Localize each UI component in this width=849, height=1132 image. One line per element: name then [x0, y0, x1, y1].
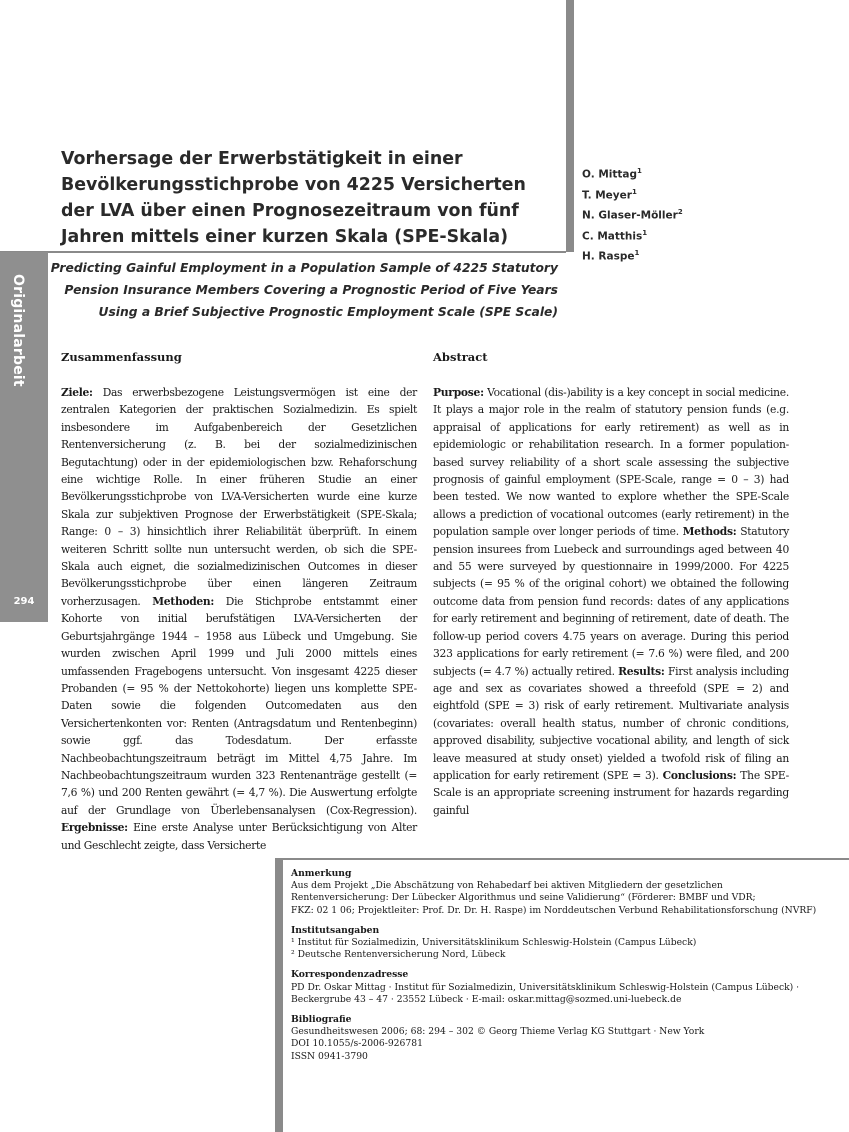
section-sidebar — [0, 252, 48, 622]
bibliografie-section — [291, 1014, 841, 1063]
note-line: ¹ Institut für Sozialmedizin, Universitätsklinikum Schleswig-Holstein (Campus Lübeck) — [291, 937, 697, 949]
note-line: ² Deutsche Rentenversicherung Nord, Lübeck — [291, 949, 506, 961]
note-line: Aus dem Projekt „Die Abschätzung von Rehabedarf bei aktiven Mitgliedern der gesetzlichen — [291, 880, 723, 892]
page-number: 294 — [13, 596, 35, 607]
article-notes — [291, 868, 841, 1071]
institut-heading: Institutsangaben — [291, 924, 380, 936]
korrespondenz-heading: Korrespondenzadresse — [291, 969, 409, 981]
author: T. Meyer$^1$ — [582, 187, 637, 201]
note-line: PD Dr. Oskar Mittag · Institut für Sozialmedizin, Universitätsklinikum Schleswig-Holstein (Campus Lübeck) · — [291, 981, 800, 993]
abstract-heading: Abstract — [433, 350, 488, 364]
top-vertical-bar — [566, 0, 574, 252]
section-label: Originalarbeit — [10, 274, 26, 387]
zusammenfassung-column — [61, 348, 417, 854]
notes-top-rule — [275, 858, 849, 860]
korrespondenz-section — [291, 969, 841, 1006]
article-title: Vorhersage der Erwerbstätigkeit in einer Bevölkerungsstichprobe von 4225 Versicherten der LVA über einen Prognosezeitraum von fünf Jahren mittels einer kurzen Skala (SPE-Skala) — [61, 149, 526, 247]
note-line: ISSN 0941-3790 — [291, 1050, 368, 1062]
zusammenfassung-heading: Zusammenfassung — [61, 350, 182, 364]
note-line: Gesundheitswesen 2006; 68: 294 – 302 © Georg Thieme Verlag KG Stuttgart · New York — [291, 1026, 705, 1038]
author: C. Matthis$^1$ — [582, 228, 648, 242]
author: N. Glaser-Möller$^2$ — [582, 208, 683, 222]
abstract-column — [433, 348, 789, 819]
anmerkung-heading: Anmerkung — [291, 868, 352, 879]
note-line: Rentenversicherung: Der Lübecker Algorithmus und seine Validierung“ (Förderer: BMBF und VDR; — [291, 892, 756, 904]
title-rule — [0, 251, 566, 253]
english-title: Predicting Gainful Employment in a Population Sample of 4225 Statutory Pension Insurance Members Covering a Prognostic Period of Five Years Using a Brief Subjective Prognostic Employment Scale (SPE Scale) — [50, 261, 558, 319]
author: O. Mittag$^1$ — [582, 167, 642, 181]
zusammenfassung-text: Ziele: Das erwerbsbezogene Leistungsvermögen ist eine der zentralen Kategorien der praktischen Sozialmedizin. Es spielt insbesondere im Aufgabenbereich der Gesetzlichen Rentenversicherung (z. B. bei der sozialmedizinischen Begutachtung) oder in der epidemiologischen bzw. Rehaforschung eine wichtige Rolle. In einer früheren Studie an einer Bevölkerungsstichprobe von LVA-Versicherten wurde eine kurze Skala zur subjektiven Prognose der Erwerbstätigkeit (SPE-Skala; Range: 0 – 3) hinsichtlich ihrer Reliabilität überprüft. In einem weiteren Schritt sollte nun untersucht werden, ob sich die SPE-Skala auch eignet, die sozialmedizinischen Outcomes in dieser Bevölkerungsstichprobe über einen längeren Zeitraum vorherzusagen. Methoden: Die Stichprobe entstammt einer Kohorte von initial berufstätigen LVA-Versicherten der Geburtsjahrgänge 1944 – 1958 aus Lübeck und Umgebung. Sie wurden zwischen April 1999 und Juli 2000 mittels eines umfassenden Fragebogens untersucht. Von insgesamt 4225 dieser Probanden (= 95 % der Nettokohorte) liegen uns komplette SPE-Daten sowie die folgenden Outcomedaten aus den Versichertenkonten vor: Renten (Antragsdatum und Rentenbeginn) sowie ggf. das Todesdatum. Der erfasste Nachbeobachtungszeitraum beträgt im Mittel 4,75 Jahre. Im Nachbeobachtungszeitraum wurden 323 Rentenanträge gestellt (= 7,6 %) und 200 Renten gewährt (= 4,7 %). Die Auswertung erfolgte auf der Grundlage von Überlebensanalysen (Cox-Regression). Ergebnisse: Eine erste Analyse unter Berücksichtigung von Alter und Geschlecht zeigte, dass Versicherte — [61, 386, 417, 852]
note-line: FKZ: 02 1 06; Projektleiter: Prof. Dr. Dr. H. Raspe) im Norddeutschen Verbund Rehabilitationsforschung (NVRF) — [291, 904, 817, 916]
anmerkung-section — [291, 868, 841, 917]
abstract-text: Purpose: Vocational (dis-)ability is a key concept in social medicine. It plays a major role in the realm of statutory pension funds (e.g. appraisal of applications for early retirement) as well as in epidemiologic or rehabilitation research. In a former population-based survey reliability of a short scale assessing the subjective prognosis of gainful employment (SPE-Scale, range = 0 – 3) had been tested. We now wanted to explore whether the SPE-Scale allows a prediction of vocational outcomes (early retirement) in the population sample over longer periods of time. Methods: Statutory pension insurees from Luebeck and surroundings aged between 40 and 55 were surveyed by questionnaire in 1999/2000. For 4225 subjects (= 95 % of the original cohort) we obtained the following outcome data from pension fund records: dates of any applications for early retirement and beginning of retirement, date of death. The follow-up period covers 4.75 years on average. During this period 323 applications for early retirement (= 7.6 %) were filed, and 200 subjects (= 4.7 %) actually retired. Results: First analysis including age and sex as covariates showed a threefold (SPE = 2) and eightfold (SPE = 3) risk of early retirement. Multivariate analysis (covariates: overall health status, number of chronic conditions, approved disability, subjective vocational ability, and length of sick leave measured at study onset) yielded a twofold risk of filing an application for early retirement (SPE = 3). Conclusions: The SPE-Scale is an appropriate screening instrument for hazards regarding gainful — [433, 386, 789, 817]
author: H. Raspe$^1$ — [582, 249, 640, 263]
note-line: Beckergrube 43 – 47 · 23552 Lübeck · E-mail: oskar.mittag@sozmed.uni-luebeck.de — [291, 993, 682, 1005]
notes-side-bar — [275, 858, 283, 1132]
note-line: DOI 10.1055/s-2006-926781 — [291, 1038, 423, 1050]
author-list — [582, 163, 683, 266]
institut-section — [291, 925, 841, 962]
bibliografie-heading: Bibliografie — [291, 1014, 352, 1026]
